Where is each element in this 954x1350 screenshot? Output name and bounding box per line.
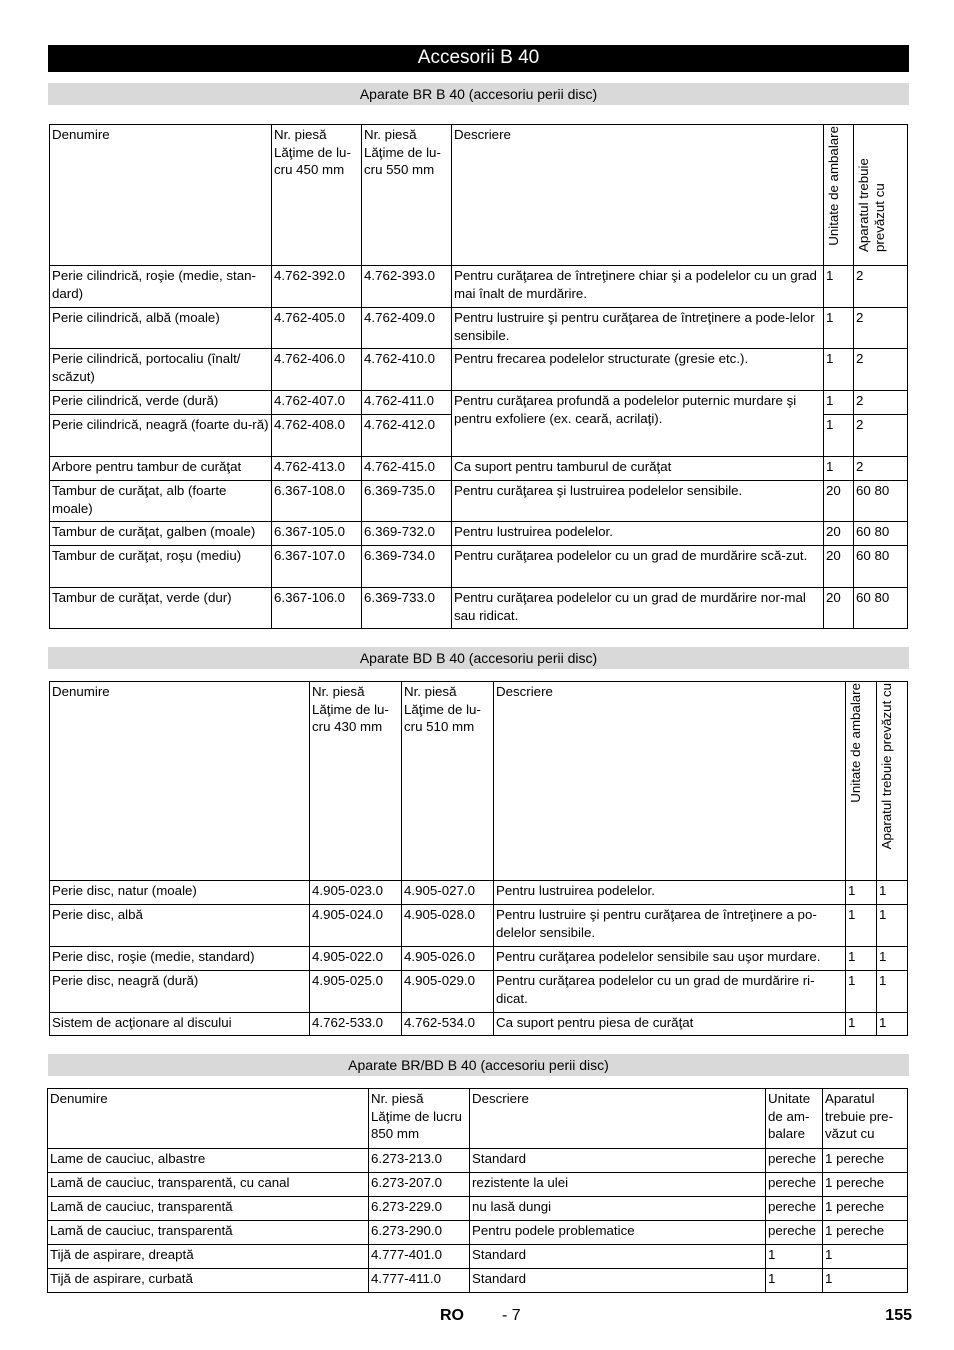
table-br-bd-b40 (47, 1088, 908, 1293)
cell-part-no: 6.367-107.0 (272, 546, 362, 588)
cell-aparatul: 1 (877, 905, 908, 947)
table-header-row (50, 682, 908, 881)
cell-aparatul: 1 (877, 1013, 908, 1036)
table-row (50, 349, 908, 391)
cell-descriere: Pentru podele problematice (470, 1221, 766, 1245)
cell-part-no: 6.367-105.0 (272, 522, 362, 546)
cell-denumire: Perie cilindrică, verde (dură) (50, 391, 272, 415)
table-row (50, 905, 908, 947)
table-row (50, 391, 908, 415)
table-row (50, 1013, 908, 1036)
header-unitate: Unitate de ambalare (824, 125, 854, 266)
cell-denumire: Perie cilindrică, portocaliu (înalt/ scăzut) (50, 349, 272, 391)
cell-aparatul: 2 (854, 349, 908, 391)
cell-aparatul: 2 (854, 415, 908, 457)
table-row (50, 266, 908, 308)
header-aparatul: Aparatul trebuie prevăzut cu (854, 125, 908, 266)
cell-part-no: 4.762-412.0 (362, 415, 452, 457)
cell-unitate: 1 (824, 391, 854, 415)
footer-page-number: 155 (885, 1307, 912, 1324)
cell-denumire: Perie disc, roşie (medie, standard) (50, 947, 310, 971)
table-row (50, 588, 908, 629)
cell-aparatul: 1 (823, 1269, 908, 1293)
cell-denumire: Perie cilindrică, roşie (medie, stan-dard) (50, 266, 272, 308)
cell-denumire: Lame de cauciuc, albastre (48, 1149, 369, 1173)
cell-part-no: 4.762-415.0 (362, 457, 452, 481)
cell-aparatul: 1 pereche (823, 1149, 908, 1173)
cell-descriere: Pentru curăţarea podelelor cu un grad de murdărire ri-dicat. (494, 971, 846, 1013)
cell-unitate: 1 (846, 905, 877, 947)
header-part-no-850: Nr. piesă Lăţime de lucru 850 mm (369, 1089, 470, 1149)
cell-descriere: Standard (470, 1269, 766, 1293)
cell-aparatul: 1 (877, 881, 908, 905)
cell-aparatul: 2 (854, 266, 908, 308)
cell-part-no: 4.762-413.0 (272, 457, 362, 481)
cell-unitate: pereche (766, 1173, 823, 1197)
cell-part-no: 4.762-408.0 (272, 415, 362, 457)
cell-part-no: 6.273-207.0 (369, 1173, 470, 1197)
cell-aparatul: 2 (854, 391, 908, 415)
cell-denumire: Tambur de curăţat, verde (dur) (50, 588, 272, 629)
table-row (50, 546, 908, 588)
cell-aparatul: 60 80 (854, 481, 908, 522)
cell-descriere: Pentru curăţarea şi lustruirea podelelor sensibile. (452, 481, 824, 522)
cell-part-no: 6.369-733.0 (362, 588, 452, 629)
header-descriere: Descriere (452, 125, 824, 266)
cell-aparatul: 60 80 (854, 546, 908, 588)
cell-part-no: 6.369-732.0 (362, 522, 452, 546)
cell-part-no: 4.762-406.0 (272, 349, 362, 391)
cell-unitate: 1 (766, 1269, 823, 1293)
cell-part-no: 4.762-393.0 (362, 266, 452, 308)
cell-denumire: Perie disc, natur (moale) (50, 881, 310, 905)
cell-denumire: Lamă de cauciuc, transparentă (48, 1197, 369, 1221)
cell-part-no: 6.273-229.0 (369, 1197, 470, 1221)
table-row (48, 1149, 908, 1173)
cell-descriere: Ca suport pentru tamburul de curăţat (452, 457, 824, 481)
cell-denumire: Perie cilindrică, albă (moale) (50, 308, 272, 349)
table-row (50, 881, 908, 905)
cell-unitate: 1 (846, 1013, 877, 1036)
cell-descriere: Pentru curăţarea de întreţinere chiar şi a podelelor cu un grad mai înalt de murdărire. (452, 266, 824, 308)
cell-descriere: Ca suport pentru piesa de curăţat (494, 1013, 846, 1036)
cell-aparatul: 60 80 (854, 588, 908, 629)
cell-descriere: rezistente la ulei (470, 1173, 766, 1197)
cell-part-no: 4.905-022.0 (310, 947, 402, 971)
cell-aparatul: 1 pereche (823, 1173, 908, 1197)
cell-part-no: 4.905-026.0 (402, 947, 494, 971)
cell-part-no: 4.762-410.0 (362, 349, 452, 391)
cell-part-no: 4.762-409.0 (362, 308, 452, 349)
cell-part-no: 4.905-028.0 (402, 905, 494, 947)
cell-unitate: 20 (824, 588, 854, 629)
page-title: Accesorii B 40 (48, 45, 909, 72)
cell-part-no: 4.762-534.0 (402, 1013, 494, 1036)
cell-unitate: pereche (766, 1197, 823, 1221)
cell-aparatul: 2 (854, 308, 908, 349)
header-unitate: Unitate de am-balare (766, 1089, 823, 1149)
table-row (48, 1269, 908, 1293)
cell-part-no: 6.273-213.0 (369, 1149, 470, 1173)
cell-descriere: Pentru lustruire şi pentru curăţarea de întreţinere a pode-lelor sensibile. (452, 308, 824, 349)
cell-descriere: nu lasă dungi (470, 1197, 766, 1221)
cell-aparatul: 1 pereche (823, 1221, 908, 1245)
header-part-no-430: Nr. piesă Lăţime de lu-cru 430 mm (310, 682, 402, 881)
cell-denumire: Tambur de curăţat, roşu (mediu) (50, 546, 272, 588)
cell-part-no: 6.367-108.0 (272, 481, 362, 522)
cell-unitate: pereche (766, 1221, 823, 1245)
cell-unitate: 1 (766, 1245, 823, 1269)
cell-unitate: 20 (824, 481, 854, 522)
table-row (50, 457, 908, 481)
cell-denumire: Tijă de aspirare, curbată (48, 1269, 369, 1293)
cell-part-no: 4.762-392.0 (272, 266, 362, 308)
header-unitate: Unitate de ambalare (846, 682, 877, 881)
header-descriere: Descriere (494, 682, 846, 881)
cell-part-no: 4.905-024.0 (310, 905, 402, 947)
table-header-row (50, 125, 908, 266)
cell-descriere: Standard (470, 1149, 766, 1173)
header-aparatul: Aparatul trebuie prevăzut cu (877, 682, 908, 881)
header-part-no-550: Nr. piesă Lăţime de lu-cru 550 mm (362, 125, 452, 266)
cell-denumire: Tambur de curăţat, alb (foarte moale) (50, 481, 272, 522)
header-descriere: Descriere (470, 1089, 766, 1149)
cell-descriere: Pentru frecarea podelelor structurate (gresie etc.). (452, 349, 824, 391)
cell-descriere: Pentru lustruirea podelelor. (494, 881, 846, 905)
cell-denumire: Perie cilindrică, neagră (foarte du-ră) (50, 415, 272, 457)
cell-unitate: pereche (766, 1149, 823, 1173)
cell-aparatul: 1 (877, 971, 908, 1013)
cell-part-no: 4.762-407.0 (272, 391, 362, 415)
cell-unitate: 20 (824, 522, 854, 546)
cell-denumire: Lamă de cauciuc, transparentă, cu canal (48, 1173, 369, 1197)
cell-part-no: 6.369-735.0 (362, 481, 452, 522)
cell-unitate: 1 (846, 947, 877, 971)
cell-unitate: 1 (824, 308, 854, 349)
cell-unitate: 1 (846, 971, 877, 1013)
cell-denumire: Tambur de curăţat, galben (moale) (50, 522, 272, 546)
section-heading-bd-b40: Aparate BD B 40 (accesoriu perii disc) (48, 647, 909, 669)
table-row (50, 971, 908, 1013)
cell-descriere: Pentru curăţarea profundă a podelelor puternic murdare şi pentru exfoliere (ex. ceară, acrilaţi). (452, 391, 824, 457)
table-row (48, 1245, 908, 1269)
table-row (50, 947, 908, 971)
cell-unitate: 20 (824, 546, 854, 588)
cell-part-no: 6.367-106.0 (272, 588, 362, 629)
cell-part-no: 4.777-411.0 (369, 1269, 470, 1293)
cell-aparatul: 1 (877, 947, 908, 971)
section-heading-br-b40: Aparate BR B 40 (accesoriu perii disc) (48, 83, 909, 105)
footer-page-ref: - 7 (502, 1307, 521, 1324)
cell-descriere: Pentru lustruirea podelelor. (452, 522, 824, 546)
cell-aparatul: 2 (854, 457, 908, 481)
cell-part-no: 4.762-411.0 (362, 391, 452, 415)
cell-descriere: Pentru curăţarea podelelor cu un grad de murdărire nor-mal sau ridicat. (452, 588, 824, 629)
cell-part-no: 4.905-023.0 (310, 881, 402, 905)
cell-unitate: 1 (824, 266, 854, 308)
cell-descriere: Pentru curăţarea podelelor sensibile sau uşor murdare. (494, 947, 846, 971)
cell-denumire: Lamă de cauciuc, transparentă (48, 1221, 369, 1245)
header-part-no-510: Nr. piesă Lăţime de lu-cru 510 mm (402, 682, 494, 881)
header-denumire: Denumire (50, 682, 310, 881)
table-row (48, 1173, 908, 1197)
cell-part-no: 6.273-290.0 (369, 1221, 470, 1245)
table-row (48, 1221, 908, 1245)
table-row (50, 522, 908, 546)
cell-aparatul: 60 80 (854, 522, 908, 546)
table-row (48, 1197, 908, 1221)
cell-denumire: Perie disc, albă (50, 905, 310, 947)
cell-unitate: 1 (824, 457, 854, 481)
cell-descriere: Pentru lustruire şi pentru curăţarea de întreţinere a po-delelor sensibile. (494, 905, 846, 947)
header-aparatul: Aparatul trebuie pre-văzut cu (823, 1089, 908, 1149)
header-part-no-450: Nr. piesă Lăţime de lu-cru 450 mm (272, 125, 362, 266)
cell-part-no: 4.905-025.0 (310, 971, 402, 1013)
cell-descriere: Standard (470, 1245, 766, 1269)
cell-denumire: Arbore pentru tambur de curăţat (50, 457, 272, 481)
cell-aparatul: 1 pereche (823, 1197, 908, 1221)
table-bd-b40 (49, 681, 908, 1036)
footer-language: RO (440, 1307, 464, 1324)
cell-descriere: Pentru curăţarea podelelor cu un grad de murdărire scă-zut. (452, 546, 824, 588)
cell-part-no: 4.762-405.0 (272, 308, 362, 349)
cell-part-no: 4.777-401.0 (369, 1245, 470, 1269)
table-br-b40 (49, 124, 908, 629)
cell-unitate: 1 (824, 415, 854, 457)
header-denumire: Denumire (50, 125, 272, 266)
table-row (50, 308, 908, 349)
table-header-row (48, 1089, 908, 1149)
cell-part-no: 4.905-029.0 (402, 971, 494, 1013)
cell-unitate: 1 (824, 349, 854, 391)
section-heading-br-bd-b40: Aparate BR/BD B 40 (accesoriu perii disc) (48, 1054, 909, 1076)
table-row (50, 481, 908, 522)
cell-unitate: 1 (846, 881, 877, 905)
cell-part-no: 4.762-533.0 (310, 1013, 402, 1036)
cell-part-no: 4.905-027.0 (402, 881, 494, 905)
cell-denumire: Sistem de acţionare al discului (50, 1013, 310, 1036)
cell-denumire: Tijă de aspirare, dreaptă (48, 1245, 369, 1269)
cell-aparatul: 1 (823, 1245, 908, 1269)
header-denumire: Denumire (48, 1089, 369, 1149)
cell-denumire: Perie disc, neagră (dură) (50, 971, 310, 1013)
cell-part-no: 6.369-734.0 (362, 546, 452, 588)
